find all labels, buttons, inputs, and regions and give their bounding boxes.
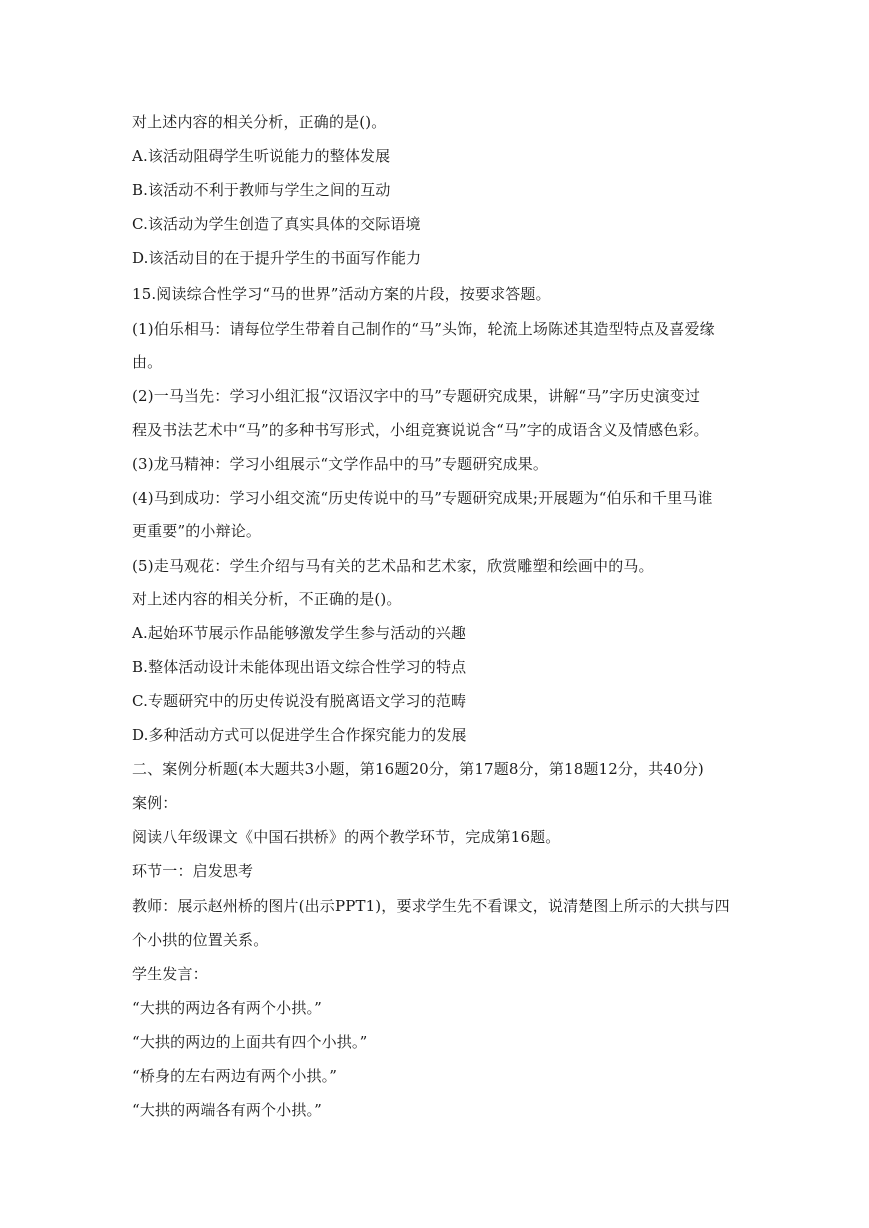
q15-item-2-line-2: 程及书法艺术中“马”的多种书写形式，小组竞赛说说含“马”字的成语含义及情感色彩。 [132, 421, 709, 439]
case-label: 案例： [132, 794, 178, 812]
q15-option-c: C.专题研究中的历史传说没有脱离语文学习的范畴 [132, 692, 467, 710]
q15-item-5: (5)走马观花：学生介绍与马有关的艺术品和艺术家，欣赏雕塑和绘画中的马。 [132, 557, 654, 575]
q15-option-d: D.多种活动方式可以促进学生合作探究能力的发展 [132, 726, 467, 744]
student-quote-4: “大拱的两端各有两个小拱。” [132, 1101, 322, 1119]
q14-option-d: D.该活动目的在于提升学生的书面写作能力 [132, 249, 422, 267]
q15-stem: 对上述内容的相关分析，不正确的是()。 [132, 590, 402, 608]
q15-item-2-line-1: (2)一马当先：学习小组汇报“汉语汉字中的马”专题研究成果，讲解“马”字历史演变过 [132, 387, 701, 405]
q14-option-b: B.该活动不利于教师与学生之间的互动 [132, 181, 391, 199]
stage-1-heading: 环节一：启发思考 [132, 862, 254, 880]
q15-item-4-line-2: 更重要”的小辩论。 [132, 522, 262, 540]
q14-option-c: C.该活动为学生创造了真实具体的交际语境 [132, 215, 421, 233]
teacher-line-1: 教师：展示赵州桥的图片(出示PPT1)，要求学生先不看课文，说清楚图上所示的大拱与四 [132, 897, 730, 915]
q15-item-3: (3)龙马精神：学习小组展示“文学作品中的马”专题研究成果。 [132, 455, 549, 473]
q15-item-4-line-1: (4)马到成功：学习小组交流“历史传说中的马”专题研究成果;开展题为“伯乐和千里马谁 [132, 489, 713, 507]
student-quote-2: “大拱的两边的上面共有四个小拱。” [132, 1033, 368, 1051]
students-label: 学生发言： [132, 965, 208, 983]
teacher-line-2: 个小拱的位置关系。 [132, 931, 269, 949]
q15-item-1-line-1: (1)伯乐相马：请每位学生带着自己制作的“马”头饰，轮流上场陈述其造型特点及喜爱缘 [132, 320, 715, 338]
q15-option-b: B.整体活动设计未能体现出语文综合性学习的特点 [132, 658, 467, 676]
case-intro: 阅读八年级课文《中国石拱桥》的两个教学环节，完成第16题。 [132, 828, 561, 846]
question-15-title: 15.阅读综合性学习“马的世界”活动方案的片段，按要求答题。 [132, 285, 551, 303]
student-quote-3: “桥身的左右两边有两个小拱。” [132, 1067, 338, 1085]
section-2-heading: 二、案例分析题(本大题共3小题，第16题20分，第17题8分，第18题12分，共40分) [132, 760, 704, 778]
q15-option-a: A.起始环节展示作品能够激发学生参与活动的兴趣 [132, 624, 467, 642]
q15-item-1-line-2: 由。 [132, 353, 163, 371]
q14-option-a: A.该活动阻碍学生听说能力的整体发展 [132, 147, 391, 165]
student-quote-1: “大拱的两边各有两个小拱。” [132, 999, 322, 1017]
question-14-stem: 对上述内容的相关分析，正确的是()。 [132, 113, 387, 131]
